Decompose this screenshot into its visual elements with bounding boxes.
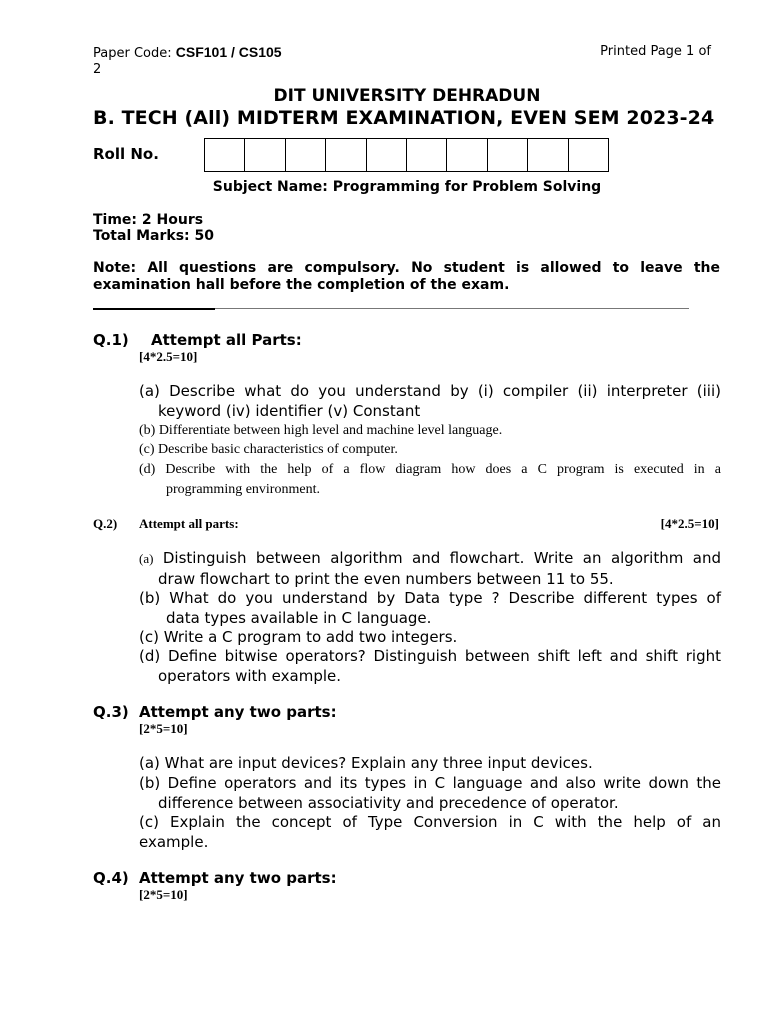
note-line-1: Note: All questions are compulsory. No student is allowed to leave the bbox=[93, 260, 720, 276]
roll-no-cell[interactable] bbox=[528, 139, 568, 171]
q4-number: Q.4) bbox=[93, 869, 129, 887]
q3-part-b-line1: (b) Define operators and its types in C language and also write down the bbox=[139, 774, 721, 792]
q3-marks: [2*5=10] bbox=[139, 721, 188, 736]
q2-marks: [4*2.5=10] bbox=[660, 516, 719, 531]
printed-page-total: 2 bbox=[93, 62, 102, 77]
roll-no-boxes bbox=[204, 138, 609, 172]
q3-part-b-line2: difference between associativity and precedence of operator. bbox=[158, 794, 619, 812]
roll-no-cell[interactable] bbox=[569, 139, 608, 171]
q3-part-c-line1: (c) Explain the concept of Type Conversion in C with the help of an bbox=[139, 813, 721, 831]
q2-number: Q.2) bbox=[93, 516, 118, 531]
printed-page: Printed Page 1 of bbox=[600, 44, 711, 59]
q3-part-b bbox=[139, 773, 721, 813]
roll-no-label: Roll No. bbox=[93, 145, 159, 163]
note-line-2: examination hall before the completion of the exam. bbox=[93, 277, 510, 293]
q3-part-a: (a) What are input devices? Explain any three input devices. bbox=[139, 754, 593, 772]
q2-part-a-line1 bbox=[139, 548, 721, 569]
q1-part-a-line2: keyword (iv) identifier (v) Constant bbox=[158, 402, 421, 420]
q2-part-d-line1: (d) Define bitwise operators? Distinguish between shift left and shift right bbox=[139, 647, 721, 665]
roll-no-cell[interactable] bbox=[326, 139, 366, 171]
q2-part-a-prefix: (a) bbox=[139, 551, 154, 566]
time-and-marks bbox=[93, 212, 214, 244]
q1-part-a-line1: (a) Describe what do you understand by (i) compiler (ii) interpreter (iii) bbox=[139, 382, 721, 400]
q2-part-d-line2: operators with example. bbox=[158, 667, 342, 685]
paper-code bbox=[93, 44, 282, 61]
q1-title: Attempt all Parts: bbox=[151, 331, 302, 349]
exam-time: Time: 2 Hours bbox=[93, 212, 204, 228]
q2-part-b-line2: data types available in C language. bbox=[166, 609, 432, 627]
exam-title: B. TECH (All) MIDTERM EXAMINATION, EVEN SEM 2023-24 bbox=[93, 107, 715, 129]
roll-no-cell[interactable] bbox=[205, 139, 245, 171]
subject-name: Subject Name: Programming for Problem Solving bbox=[212, 179, 602, 195]
paper-code-value: CSF101 / CS105 bbox=[175, 44, 282, 60]
exam-note bbox=[93, 260, 720, 294]
q3-part-c-line2: example. bbox=[139, 833, 209, 851]
q2-part-c: (c) Write a C program to add two integers. bbox=[139, 628, 458, 646]
q3-part-c bbox=[139, 812, 721, 852]
divider-thin bbox=[215, 308, 689, 309]
q3-title: Attempt any two parts: bbox=[139, 703, 337, 721]
q2-part-a-line2: draw flowchart to print the even numbers between 11 to 55. bbox=[158, 570, 614, 588]
roll-no-cell[interactable] bbox=[488, 139, 528, 171]
q2-part-b-line1: (b) What do you understand by Data type ? Describe different types of bbox=[139, 589, 721, 607]
total-marks: Total Marks: 50 bbox=[93, 228, 215, 244]
q2-part-b bbox=[139, 588, 721, 628]
roll-no-cell[interactable] bbox=[245, 139, 285, 171]
q3-number: Q.3) bbox=[93, 703, 129, 721]
q1-number: Q.1) bbox=[93, 331, 129, 349]
q1-part-b: (b) Differentiate between high level and machine level language. bbox=[139, 423, 503, 438]
university-name: DIT UNIVERSITY DEHRADUN bbox=[273, 86, 541, 106]
q1-part-a bbox=[139, 381, 721, 421]
q1-marks: [4*2.5=10] bbox=[139, 349, 198, 364]
q2-part-d bbox=[139, 646, 721, 686]
divider-thick bbox=[93, 308, 215, 310]
roll-no-cell[interactable] bbox=[286, 139, 326, 171]
q2-part-a-text: Distinguish between algorithm and flowchart. Write an algorithm and bbox=[153, 549, 721, 567]
roll-no-cell[interactable] bbox=[367, 139, 407, 171]
paper-code-label: Paper Code: bbox=[93, 46, 176, 61]
roll-no-cell[interactable] bbox=[447, 139, 487, 171]
roll-no-cell[interactable] bbox=[407, 139, 447, 171]
q1-part-d bbox=[139, 460, 721, 500]
q4-title: Attempt any two parts: bbox=[139, 869, 337, 887]
q2-title: Attempt all parts: bbox=[139, 516, 239, 531]
q1-part-d-line1: (d) Describe with the help of a flow diagram how does a C program is executed in a bbox=[139, 462, 721, 477]
q1-part-d-line2: programming environment. bbox=[166, 482, 320, 497]
q2-part-a bbox=[139, 548, 721, 589]
q4-marks: [2*5=10] bbox=[139, 887, 188, 902]
q1-part-c: (c) Describe basic characteristics of computer. bbox=[139, 442, 398, 457]
